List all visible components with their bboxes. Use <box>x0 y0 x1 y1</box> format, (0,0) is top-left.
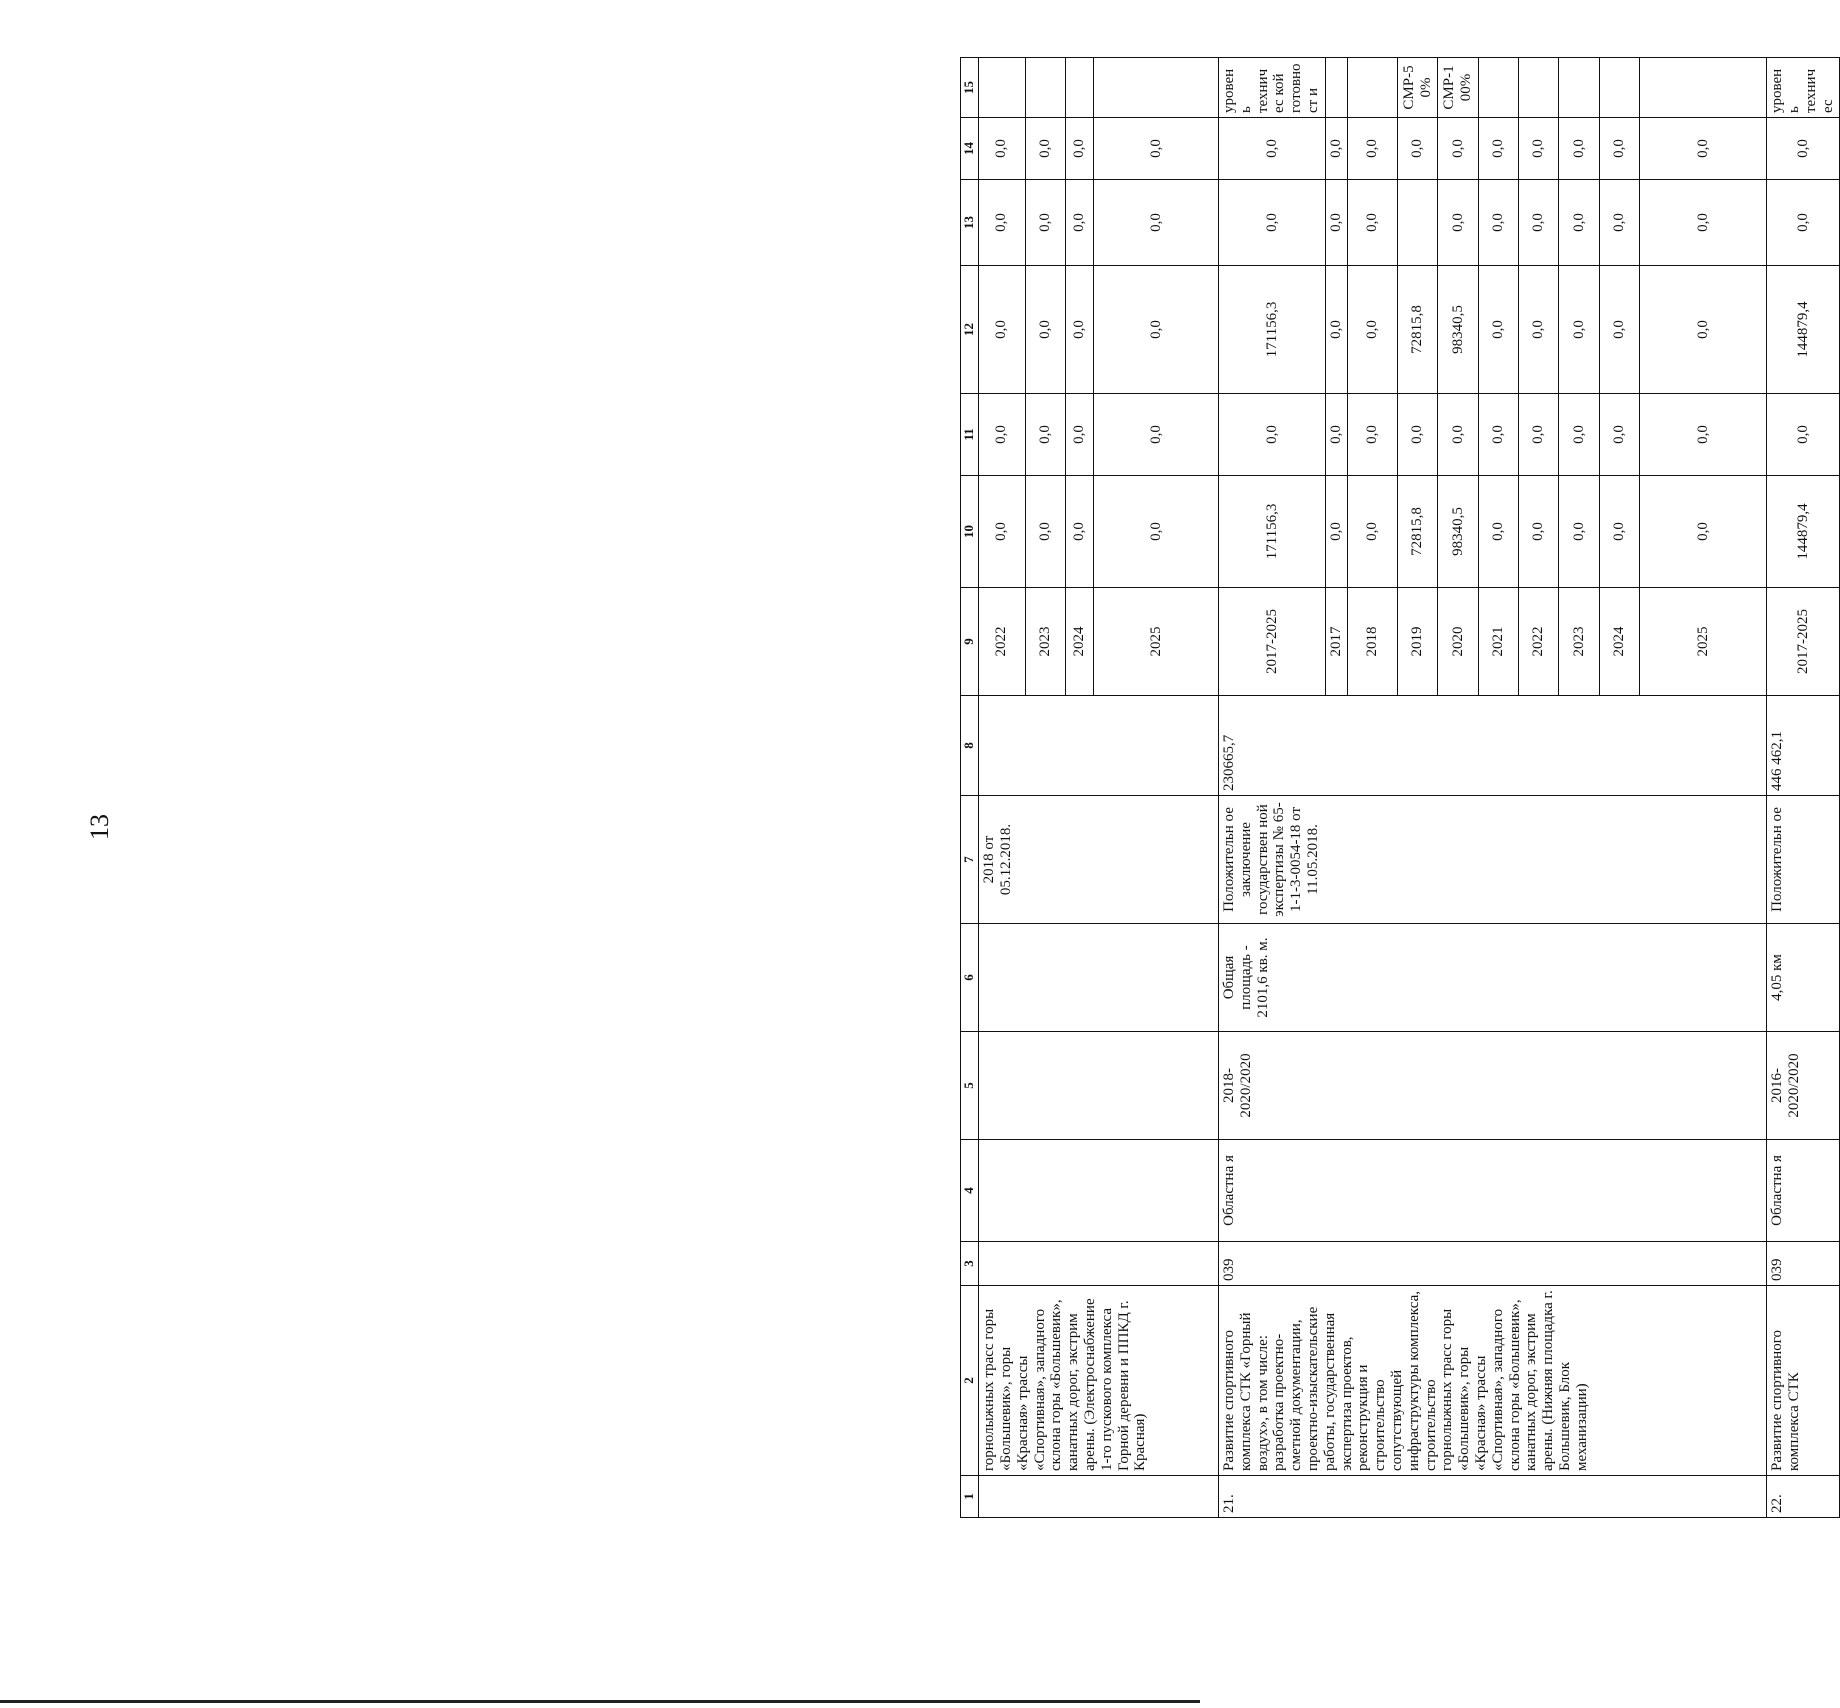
value-cell: 0,0 <box>1438 118 1478 180</box>
conclusion-cell: Положительн ое заключение государствен ной экспертизы № 65-1-1-3-0054-18 от 11.05.2018. <box>1219 796 1767 924</box>
value-cell: 0,0 <box>1640 476 1767 588</box>
cost-cell <box>979 696 1219 796</box>
col-header: 4 <box>961 1140 979 1242</box>
col-header: 8 <box>961 696 979 796</box>
value-cell: 0,0 <box>1325 476 1347 588</box>
year-cell: 2025 <box>1094 588 1219 696</box>
col-header: 14 <box>961 118 979 180</box>
value-cell: 0,0 <box>1347 180 1397 266</box>
col-header: 10 <box>961 476 979 588</box>
value-cell: 0,0 <box>1640 180 1767 266</box>
note-cell <box>1025 58 1065 118</box>
value-cell: 0,0 <box>1599 266 1639 394</box>
note-cell <box>1640 58 1767 118</box>
year-cell: 2018 <box>1347 588 1397 696</box>
value-cell: 0,0 <box>1478 180 1518 266</box>
value-cell: 0,0 <box>979 476 1025 588</box>
value-cell: 0,0 <box>1325 394 1347 476</box>
value-cell: 0,0 <box>1094 476 1219 588</box>
project-name-cell: Развитие спортивного комплекса СТК <box>1767 1286 1840 1476</box>
col-header: 7 <box>961 796 979 924</box>
value-cell: 0,0 <box>1767 118 1840 180</box>
year-cell: 2022 <box>979 588 1025 696</box>
year-cell: 2021 <box>1478 588 1518 696</box>
value-cell: 0,0 <box>1559 394 1599 476</box>
value-cell: 0,0 <box>1065 394 1093 476</box>
value-cell: 98340,5 <box>1438 266 1478 394</box>
note-cell <box>1519 58 1559 118</box>
cost-cell: 230665,7 <box>1219 696 1767 796</box>
value-cell: 0,0 <box>1478 118 1518 180</box>
year-cell: 2017-2025 <box>1767 588 1840 696</box>
investment-table <box>960 57 1840 1518</box>
value-cell: 0,0 <box>979 266 1025 394</box>
value-cell: 0,0 <box>1519 476 1559 588</box>
value-cell: 0,0 <box>979 180 1025 266</box>
value-cell: 0,0 <box>1025 394 1065 476</box>
year-cell: 2017-2025 <box>1219 588 1326 696</box>
year-cell: 2017 <box>1325 588 1347 696</box>
rotated-table-container <box>960 58 1840 1518</box>
value-cell: 171156,3 <box>1219 476 1326 588</box>
value-cell: 0,0 <box>1347 118 1397 180</box>
level-cell <box>979 1140 1219 1242</box>
value-cell: 0,0 <box>1599 118 1639 180</box>
scan-edge-line <box>0 1700 1200 1703</box>
value-cell: 0,0 <box>1438 394 1478 476</box>
level-cell: Областна я <box>1767 1140 1840 1242</box>
value-cell: 0,0 <box>1599 180 1639 266</box>
value-cell: 0,0 <box>1519 180 1559 266</box>
value-cell: 0,0 <box>1065 180 1093 266</box>
table-row <box>1767 58 1840 1518</box>
capacity-cell <box>979 924 1219 1032</box>
value-cell: 0,0 <box>1065 118 1093 180</box>
value-cell: 72815,8 <box>1398 476 1438 588</box>
capacity-cell: 4,05 км <box>1767 924 1840 1032</box>
note-cell <box>1094 58 1219 118</box>
table-row <box>1219 58 1326 1518</box>
col-header: 3 <box>961 1242 979 1286</box>
col-header: 2 <box>961 1286 979 1476</box>
period-cell: 2016-2020/2020 <box>1767 1032 1840 1140</box>
value-cell: 0,0 <box>1640 118 1767 180</box>
value-cell: 0,0 <box>1599 476 1639 588</box>
value-cell: 0,0 <box>1094 266 1219 394</box>
value-cell: 0,0 <box>979 118 1025 180</box>
value-cell: 0,0 <box>1094 180 1219 266</box>
note-cell: уровень техничес кой готовност и <box>1219 58 1326 118</box>
col-header: 11 <box>961 394 979 476</box>
year-cell: 2023 <box>1559 588 1599 696</box>
value-cell: 0,0 <box>1559 180 1599 266</box>
period-cell <box>979 1032 1219 1140</box>
value-cell: 0,0 <box>1347 394 1397 476</box>
value-cell: 0,0 <box>1398 118 1438 180</box>
value-cell: 0,0 <box>1025 476 1065 588</box>
value-cell: 0,0 <box>1519 118 1559 180</box>
value-cell: 0,0 <box>1347 476 1397 588</box>
value-cell: 0,0 <box>1025 180 1065 266</box>
note-cell <box>1347 58 1397 118</box>
note-cell: СМР-100% <box>1438 58 1478 118</box>
value-cell: 171156,3 <box>1219 266 1326 394</box>
value-cell: 72815,8 <box>1398 266 1438 394</box>
conclusion-cell: 2018 от 05.12.2018. <box>979 796 1219 924</box>
value-cell: 0,0 <box>1599 394 1639 476</box>
code-cell: 039 <box>1767 1242 1840 1286</box>
value-cell: 144879,4 <box>1767 476 1840 588</box>
period-cell: 2018-2020/2020 <box>1219 1032 1767 1140</box>
value-cell: 0,0 <box>1767 394 1840 476</box>
col-header: 15 <box>961 58 979 118</box>
value-cell: 0,0 <box>1478 394 1518 476</box>
year-cell: 2022 <box>1519 588 1559 696</box>
year-cell: 2019 <box>1398 588 1438 696</box>
project-name-cell: горнолыжных трасс горы «Большевик», горы «Красная» трассы «Спортивная», западного склона горы «Большевик», канатных дорог, экстрим арены. (Электроснабжение 1-го пускового комплекса Горной деревни и ППКД г. Красная) <box>979 1286 1219 1476</box>
level-cell: Областна я <box>1219 1140 1767 1242</box>
note-cell <box>1478 58 1518 118</box>
row-number-cell: 21. <box>1219 1476 1767 1518</box>
value-cell: 0,0 <box>1094 118 1219 180</box>
year-cell: 2023 <box>1025 588 1065 696</box>
col-header: 9 <box>961 588 979 696</box>
note-cell <box>1325 58 1347 118</box>
col-header: 12 <box>961 266 979 394</box>
year-cell: 2024 <box>1599 588 1639 696</box>
value-cell: 144879,4 <box>1767 266 1840 394</box>
col-header: 6 <box>961 924 979 1032</box>
value-cell: 0,0 <box>1640 266 1767 394</box>
value-cell: 0,0 <box>1478 266 1518 394</box>
value-cell: 0,0 <box>1065 476 1093 588</box>
note-cell <box>1559 58 1599 118</box>
col-header: 13 <box>961 180 979 266</box>
value-cell: 0,0 <box>1094 394 1219 476</box>
row-number-cell: 22. <box>1767 1476 1840 1518</box>
value-cell: 0,0 <box>1640 394 1767 476</box>
value-cell: 0,0 <box>1025 118 1065 180</box>
page-number: 13 <box>85 814 114 840</box>
year-cell: 2024 <box>1065 588 1093 696</box>
note-cell <box>1065 58 1093 118</box>
header-row <box>961 58 979 1518</box>
value-cell: 0,0 <box>1347 266 1397 394</box>
value-cell: 0,0 <box>1438 180 1478 266</box>
value-cell: 0,0 <box>1219 394 1326 476</box>
value-cell: 0,0 <box>1219 118 1326 180</box>
value-cell: 0,0 <box>1065 266 1093 394</box>
value-cell: 0,0 <box>1559 118 1599 180</box>
value-cell: 0,0 <box>1519 394 1559 476</box>
value-cell: 0,0 <box>1325 118 1347 180</box>
cost-cell: 446 462,1 <box>1767 696 1840 796</box>
year-cell: 2020 <box>1438 588 1478 696</box>
conclusion-cell: Положительн ое <box>1767 796 1840 924</box>
value-cell: 0,0 <box>1519 266 1559 394</box>
value-cell: 0,0 <box>1559 266 1599 394</box>
value-cell: 0,0 <box>1398 394 1438 476</box>
value-cell: 0,0 <box>1325 180 1347 266</box>
year-cell: 2025 <box>1640 588 1767 696</box>
value-cell: 98340,5 <box>1438 476 1478 588</box>
value-cell: 0,0 <box>1559 476 1599 588</box>
capacity-cell: Общая площадь - 2101,6 кв. м. <box>1219 924 1767 1032</box>
value-cell: 0,0 <box>1025 266 1065 394</box>
row-number-cell <box>979 1476 1219 1518</box>
note-cell <box>1599 58 1639 118</box>
table-row <box>979 58 1025 1518</box>
note-cell <box>979 58 1025 118</box>
value-cell: 0,0 <box>1478 476 1518 588</box>
value-cell: 0,0 <box>979 394 1025 476</box>
value-cell: 0,0 <box>1767 180 1840 266</box>
note-cell: уровень техничес <box>1767 58 1840 118</box>
value-cell: 0,0 <box>1219 180 1326 266</box>
value-cell: 0,0 <box>1325 266 1347 394</box>
code-cell <box>979 1242 1219 1286</box>
col-header: 5 <box>961 1032 979 1140</box>
col-header: 1 <box>961 1476 979 1518</box>
note-cell: СМР-50% <box>1398 58 1438 118</box>
value-cell <box>1398 180 1438 266</box>
code-cell: 039 <box>1219 1242 1767 1286</box>
project-name-cell: Развитие спортивного комплекса СТК «Горный воздух», в том числе: разработка проектно-сметной документации, проектно-изыскательские работы, государственная экспертиза проектов, реконструкция и строительство сопутствующей инфраструктуры комплекса, строительство горнолыжных трасс горы «Большевик», горы «Красная» трассы «Спортивная», западного склона горы «Большевик», канатных дорог, экстрим арены. (Нижняя площадка г. Большевик, Блок механизации) <box>1219 1286 1767 1476</box>
